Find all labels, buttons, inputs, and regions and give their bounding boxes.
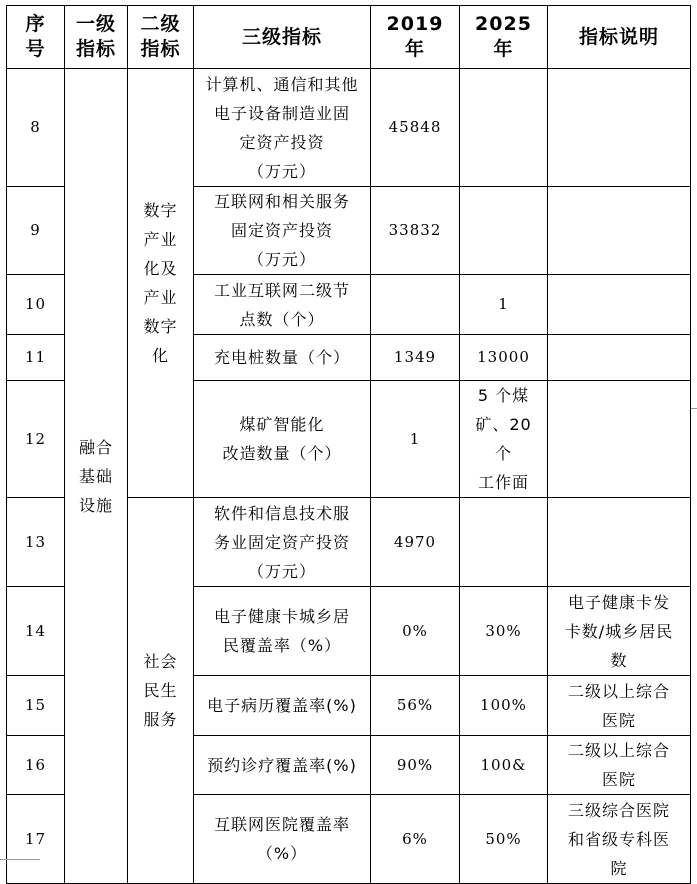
row-2019: 1349 xyxy=(371,335,460,381)
row-indicator: 计算机、通信和其他 电子设备制造业固 定资产投资 （万元） xyxy=(194,69,371,187)
row-seq: 15 xyxy=(7,676,65,736)
row-2019: 0% xyxy=(371,587,460,676)
row-desc xyxy=(548,69,691,187)
row-2025: 50% xyxy=(460,795,548,884)
row-2019: 1 xyxy=(371,381,460,498)
indicator-table xyxy=(6,5,691,884)
row-2019: 6% xyxy=(371,795,460,884)
header-level3: 三级指标 xyxy=(194,6,371,69)
row-desc xyxy=(548,275,691,335)
row-2019: 56% xyxy=(371,676,460,736)
row-seq: 17 xyxy=(7,795,65,884)
row-indicator: 电子健康卡城乡居 民覆盖率（%） xyxy=(194,587,371,676)
header-level2: 二级 指标 xyxy=(128,6,194,69)
row-indicator: 互联网和相关服务 固定资产投资 （万元） xyxy=(194,187,371,275)
row-2025: 5 个煤 矿、20 个 工作面 xyxy=(460,381,548,498)
row-desc xyxy=(548,187,691,275)
row-2025 xyxy=(460,498,548,587)
row-seq: 10 xyxy=(7,275,65,335)
page-edge-mark-right xyxy=(691,408,697,409)
row-desc: 电子健康卡发 卡数/城乡居民 数 xyxy=(548,587,691,676)
header-desc: 指标说明 xyxy=(548,6,691,69)
header-2019: 2019 年 xyxy=(371,6,460,69)
row-desc xyxy=(548,381,691,498)
header-level1: 一级 指标 xyxy=(65,6,128,69)
row-seq: 16 xyxy=(7,736,65,795)
row-2019 xyxy=(371,275,460,335)
row-2019: 90% xyxy=(371,736,460,795)
row-2025: 100& xyxy=(460,736,548,795)
row-indicator: 软件和信息技术服 务业固定资产投资 （万元） xyxy=(194,498,371,587)
row-indicator: 煤矿智能化 改造数量（个） xyxy=(194,381,371,498)
level1-cell: 融合 基础 设施 xyxy=(65,69,128,884)
level2-cell-digital: 数字 产业 化及 产业 数字 化 xyxy=(128,69,194,498)
row-2025: 13000 xyxy=(460,335,548,381)
row-indicator: 预约诊疗覆盖率(%) xyxy=(194,736,371,795)
row-2025 xyxy=(460,187,548,275)
row-seq: 9 xyxy=(7,187,65,275)
header-2025: 2025 年 xyxy=(460,6,548,69)
table-row xyxy=(7,69,691,187)
row-desc xyxy=(548,335,691,381)
row-seq: 8 xyxy=(7,69,65,187)
row-desc: 二级以上综合 医院 xyxy=(548,736,691,795)
row-desc: 二级以上综合 医院 xyxy=(548,676,691,736)
row-desc xyxy=(548,498,691,587)
row-2025: 1 xyxy=(460,275,548,335)
row-desc: 三级综合医院 和省级专科医 院 xyxy=(548,795,691,884)
row-indicator: 互联网医院覆盖率 （%） xyxy=(194,795,371,884)
row-seq: 13 xyxy=(7,498,65,587)
row-2025: 30% xyxy=(460,587,548,676)
row-2025 xyxy=(460,69,548,187)
row-indicator: 充电桩数量（个） xyxy=(194,335,371,381)
level2-cell-social: 社会 民生 服务 xyxy=(128,498,194,884)
row-seq: 14 xyxy=(7,587,65,676)
header-seq: 序 号 xyxy=(7,6,65,69)
row-indicator: 电子病历覆盖率(%) xyxy=(194,676,371,736)
row-2019: 4970 xyxy=(371,498,460,587)
row-seq: 11 xyxy=(7,335,65,381)
row-2019: 45848 xyxy=(371,69,460,187)
row-2025: 100% xyxy=(460,676,548,736)
row-seq: 12 xyxy=(7,381,65,498)
row-indicator: 工业互联网二级节 点数（个） xyxy=(194,275,371,335)
header-row xyxy=(7,6,691,69)
row-2019: 33832 xyxy=(371,187,460,275)
